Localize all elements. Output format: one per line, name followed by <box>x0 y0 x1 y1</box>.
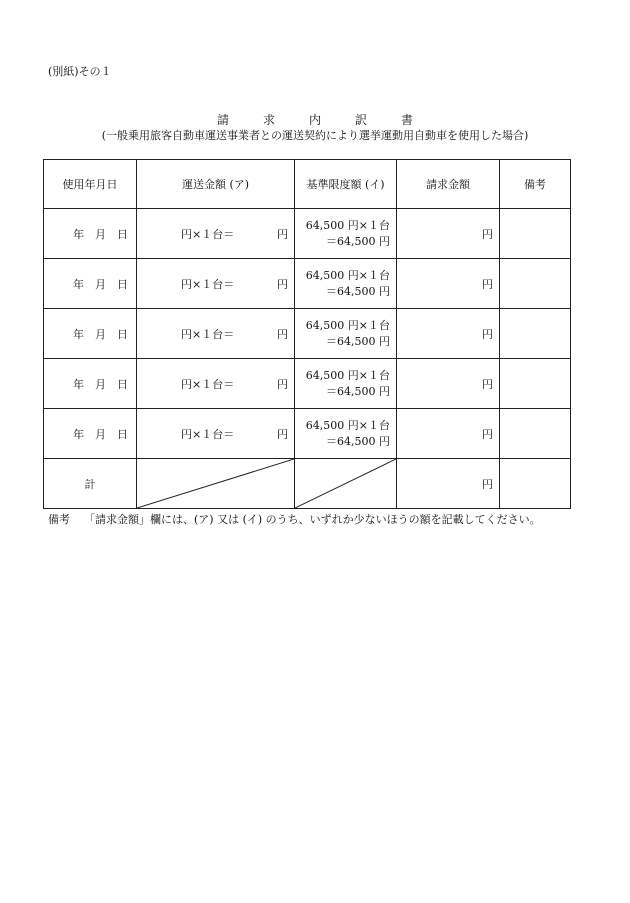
limit-line1: 64,500 円×１台 <box>305 368 390 382</box>
transport-amount-cell[interactable] <box>137 309 295 359</box>
remarks-cell[interactable] <box>500 259 571 309</box>
transport-unit: 円 <box>277 328 288 341</box>
limit-line2: ＝64,500 円 <box>326 334 390 348</box>
header-remarks: 備考 <box>500 160 571 209</box>
header-transport-amount: 運送金額 (ア) <box>137 160 295 209</box>
transport-unit: 円 <box>277 428 288 441</box>
diagonal-strike <box>295 459 396 508</box>
limit-line2: ＝64,500 円 <box>326 234 390 248</box>
limit-amount-cell <box>295 409 397 459</box>
transport-formula: 円×１台＝ <box>181 378 235 391</box>
request-amount-cell[interactable]: 円 <box>397 409 500 459</box>
transport-unit: 円 <box>277 278 288 291</box>
transport-amount-cell[interactable] <box>137 259 295 309</box>
document-subtitle: (一般乗用旅客自動車運送事業者との運送契約により選挙運動用自動車を使用した場合) <box>101 129 529 142</box>
limit-line2: ＝64,500 円 <box>326 434 390 448</box>
table-row <box>44 359 571 409</box>
limit-amount-cell <box>295 259 397 309</box>
remarks-cell[interactable] <box>500 359 571 409</box>
transport-formula: 円×１台＝ <box>181 328 235 341</box>
limit-amount-cell <box>295 309 397 359</box>
limit-line1: 64,500 円×１台 <box>305 318 390 332</box>
transport-formula: 円×１台＝ <box>181 228 235 241</box>
remarks-note <box>48 511 541 527</box>
limit-line1: 64,500 円×１台 <box>305 418 390 432</box>
table-row <box>44 409 571 459</box>
table-row <box>44 309 571 359</box>
date-cell[interactable]: 年 月 日 <box>44 209 137 259</box>
title-char: 書 <box>401 113 414 127</box>
limit-amount-cell <box>295 209 397 259</box>
request-amount-cell[interactable]: 円 <box>397 259 500 309</box>
request-amount-cell[interactable]: 円 <box>397 209 500 259</box>
remarks-cell[interactable] <box>500 409 571 459</box>
transport-amount-cell[interactable] <box>137 209 295 259</box>
note-lead: 備考 <box>48 513 70 526</box>
note-text: 「請求金額」欄には、(ア) 又は (イ) のうち、いずれか少ないほうの額を記載してください。 <box>84 513 541 526</box>
transport-formula: 円×１台＝ <box>181 428 235 441</box>
total-request-amount-cell[interactable]: 円 <box>397 459 500 509</box>
date-cell[interactable]: 年 月 日 <box>44 259 137 309</box>
title-char: 請 <box>216 113 229 127</box>
transport-unit: 円 <box>277 378 288 391</box>
total-limit-struck-cell <box>295 459 397 509</box>
limit-line2: ＝64,500 円 <box>326 384 390 398</box>
total-row <box>44 459 571 509</box>
title-char: 訳 <box>355 113 368 127</box>
limit-amount-cell <box>295 359 397 409</box>
total-remarks-cell[interactable] <box>500 459 571 509</box>
remarks-cell[interactable] <box>500 309 571 359</box>
request-amount-cell[interactable]: 円 <box>397 359 500 409</box>
total-label: 計 <box>44 459 137 509</box>
table-row <box>44 209 571 259</box>
date-cell[interactable]: 年 月 日 <box>44 359 137 409</box>
title-char: 求 <box>262 113 275 127</box>
transport-amount-cell[interactable] <box>137 359 295 409</box>
header-date: 使用年月日 <box>44 160 137 209</box>
request-amount-cell[interactable]: 円 <box>397 309 500 359</box>
transport-amount-cell[interactable] <box>137 409 295 459</box>
date-cell[interactable]: 年 月 日 <box>44 409 137 459</box>
total-transport-struck-cell <box>137 459 295 509</box>
document-title <box>0 111 630 128</box>
table-header-row <box>44 160 571 209</box>
reference-label: (別紙)その１ <box>48 65 112 78</box>
limit-line1: 64,500 円×１台 <box>305 268 390 282</box>
limit-line1: 64,500 円×１台 <box>305 218 390 232</box>
header-request-amount: 請求金額 <box>397 160 500 209</box>
header-limit-amount: 基準限度額 (イ) <box>295 160 397 209</box>
date-cell[interactable]: 年 月 日 <box>44 309 137 359</box>
transport-formula: 円×１台＝ <box>181 278 235 291</box>
request-breakdown-table <box>43 159 571 509</box>
remarks-cell[interactable] <box>500 209 571 259</box>
diagonal-strike <box>137 459 294 508</box>
limit-line2: ＝64,500 円 <box>326 284 390 298</box>
transport-unit: 円 <box>277 228 288 241</box>
table-row <box>44 259 571 309</box>
title-char: 内 <box>308 113 321 127</box>
